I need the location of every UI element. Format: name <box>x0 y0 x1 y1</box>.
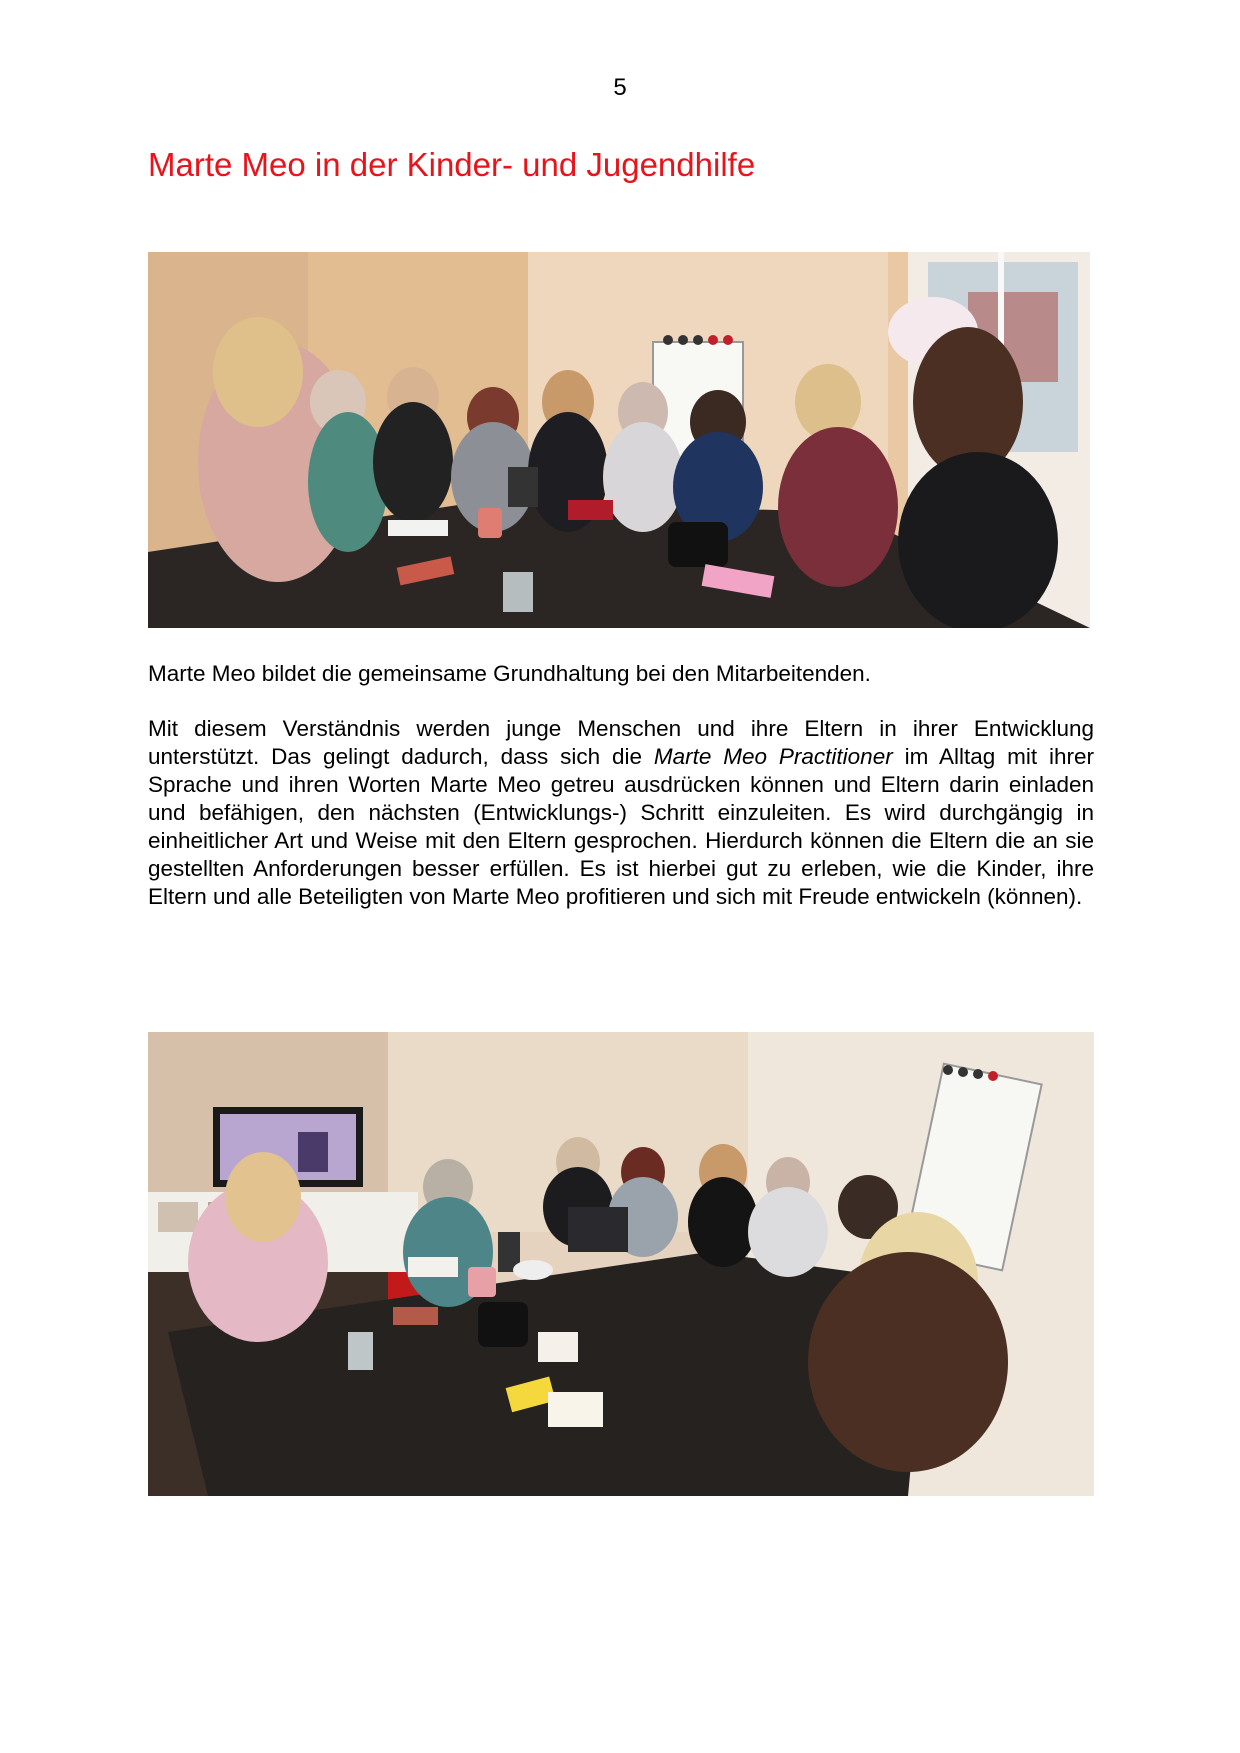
intro-sentence: Marte Meo bildet die gemeinsame Grundhaltung bei den Mitarbeitenden. <box>148 661 871 686</box>
body-paragraph-emphasis: Marte Meo Practitioner <box>653 744 893 769</box>
group-photo-watching-video <box>148 1032 1094 1496</box>
page-title: Marte Meo in der Kinder- und Jugendhilfe <box>148 146 756 183</box>
group-photo-reading-books <box>148 252 1090 628</box>
body-paragraph-part2: im Alltag mit ihrer Sprache und ihren Worten Marte Meo getreu ausdrücken können und Eltern darin einladen und befähigen, den nächsten (Entwicklungs-) Schritt einzuleiten. Es wird durchgängig in einheitlicher Art und Weise mit den Eltern gesprochen. Hierdurch können die Eltern die an sie gestellten Anforderungen besser erfüllen. Es ist hierbei gut zu erleben, wie die Kinder, ihre Eltern und alle Beteiligten von Marte Meo profitieren und sich mit Freude entwickeln (können). <box>148 744 1094 909</box>
page-number: 5 <box>613 74 627 101</box>
body-paragraph <box>148 715 1094 911</box>
body-paragraph-part1: Mit diesem Verständnis werden junge Menschen und ihre Eltern in ihrer Entwicklung unterstützt. Das gelingt dadurch, dass sich die <box>148 716 1094 769</box>
